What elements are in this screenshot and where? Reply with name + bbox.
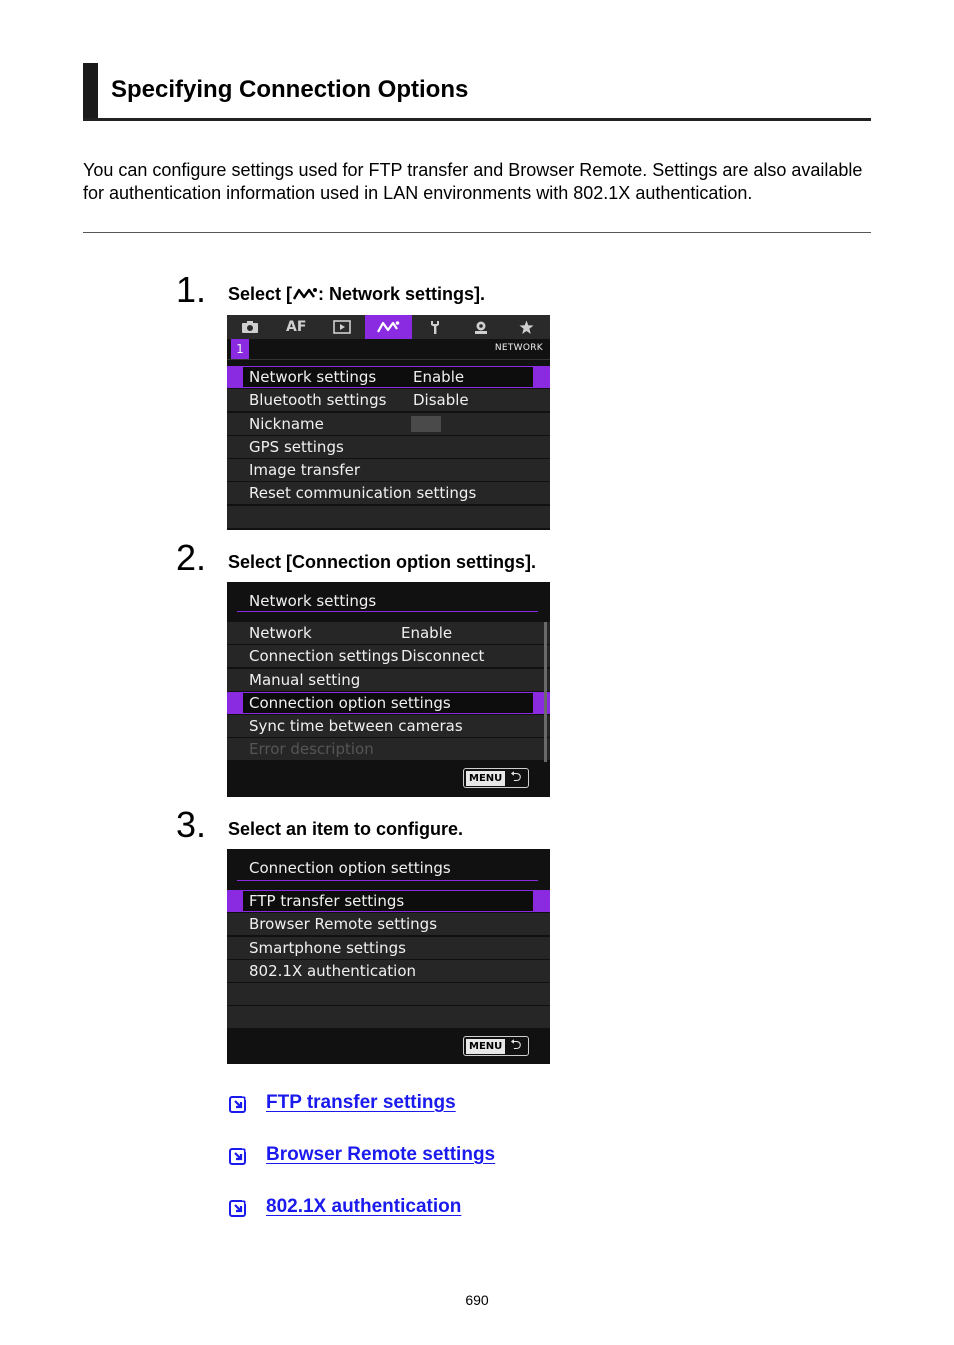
camera-screen-connection-options	[227, 849, 550, 1064]
scrollbar[interactable]	[544, 622, 547, 762]
page-indicator: 1	[231, 339, 249, 359]
link-arrow-icon	[228, 1198, 248, 1218]
menu-item-ftp-transfer-settings[interactable]	[227, 890, 550, 912]
menu-item-nickname[interactable]	[227, 413, 550, 435]
menu-item-label: Nickname	[249, 414, 324, 433]
camera-screen-network-settings	[227, 582, 550, 797]
menu-item-image-transfer[interactable]	[227, 459, 550, 481]
menu-item-value: Enable	[413, 368, 465, 386]
tab-af-label: AF	[286, 319, 307, 335]
step-number: 3.	[176, 804, 207, 845]
step-instruction: Select [Connection option settings].	[228, 552, 537, 572]
menu-item-empty	[227, 983, 550, 1005]
network-icon	[376, 320, 400, 334]
camera-icon	[241, 320, 259, 334]
menu-item-label: Smartphone settings	[249, 938, 406, 957]
nickname-value-box	[411, 416, 441, 432]
tab-playback[interactable]	[319, 315, 365, 339]
heading-bar	[83, 63, 98, 118]
menu-button-label: MENU	[466, 1039, 505, 1054]
divider	[83, 232, 871, 233]
section-heading	[83, 63, 871, 121]
menu-item-label: Bluetooth settings	[249, 391, 387, 410]
tab-af[interactable]	[273, 315, 319, 339]
menu-list	[227, 366, 550, 528]
wrench-icon	[428, 320, 442, 335]
menu-item-label: Sync time between cameras	[249, 717, 463, 736]
step-text-suffix: : Network settings].	[318, 284, 486, 304]
menu-item-label: Connection settings	[249, 647, 399, 666]
menu-title: Network settings	[249, 592, 377, 610]
camera-screen-network-menu	[227, 315, 550, 530]
menu-list	[227, 890, 550, 1028]
menu-button-label: MENU	[466, 771, 505, 786]
menu-item-bluetooth-settings[interactable]	[227, 389, 550, 411]
page-title: Specifying Connection Options	[111, 76, 469, 103]
return-icon: ⮌	[510, 769, 522, 785]
step-instruction: Select an item to configure.	[228, 819, 464, 839]
menu-item-label: Image transfer	[249, 461, 360, 480]
step-instruction	[228, 284, 485, 305]
menu-back-button[interactable]	[463, 768, 529, 788]
menu-tab-bar	[227, 315, 550, 339]
link-text[interactable]: FTP transfer settings	[266, 1092, 456, 1113]
menu-item-label: GPS settings	[249, 437, 344, 456]
return-icon: ⮌	[510, 1037, 522, 1053]
step-number: 1.	[176, 269, 207, 310]
menu-item-smartphone-settings[interactable]	[227, 937, 550, 959]
tab-network[interactable]	[365, 315, 411, 339]
menu-item-label: Browser Remote settings	[249, 915, 438, 934]
tab-custom[interactable]	[458, 315, 504, 339]
menu-item-network[interactable]	[227, 622, 550, 644]
menu-item-label: Reset communication settings	[249, 484, 477, 503]
menu-list	[227, 622, 550, 760]
menu-item-label: Error description	[249, 740, 374, 759]
menu-item-label: 802.1X authentication	[249, 961, 417, 980]
menu-page-bar	[227, 339, 550, 360]
menu-item-connection-settings[interactable]	[227, 645, 550, 667]
custom-icon	[473, 320, 489, 335]
step-number: 2.	[176, 537, 207, 578]
menu-item-empty	[227, 506, 550, 528]
playback-icon	[333, 320, 351, 334]
menu-item-label: FTP transfer settings	[249, 892, 405, 910]
menu-item-gps-settings[interactable]	[227, 436, 550, 458]
link-arrow-icon	[228, 1146, 248, 1166]
menu-item-value: Enable	[401, 624, 453, 642]
menu-title: Connection option settings	[249, 859, 451, 877]
menu-header	[227, 582, 550, 612]
tab-shooting[interactable]	[227, 315, 273, 339]
link-text[interactable]: 802.1X authentication	[266, 1196, 462, 1217]
link-text[interactable]: Browser Remote settings	[266, 1144, 496, 1165]
menu-item-value: Disconnect	[401, 647, 485, 666]
tab-setup[interactable]	[412, 315, 458, 339]
menu-item-browser-remote-settings[interactable]	[227, 913, 550, 935]
menu-item-sync-time[interactable]	[227, 715, 550, 737]
network-icon	[292, 287, 318, 301]
menu-item-label: Network settings	[249, 368, 377, 386]
link-arrow-icon	[228, 1094, 248, 1114]
menu-back-button[interactable]	[463, 1036, 529, 1056]
menu-item-empty	[227, 1006, 550, 1028]
intro-text: You can configure settings used for FTP transfer and Browser Remote. Settings are also available for authentication information used in LAN environments with 802.1X authentication.	[83, 160, 863, 203]
menu-item-label: Connection option settings	[249, 693, 451, 712]
menu-item-reset-communication-settings[interactable]	[227, 482, 550, 504]
menu-header	[227, 849, 550, 881]
menu-item-8021x-authentication[interactable]	[227, 960, 550, 982]
menu-item-manual-setting[interactable]	[227, 669, 550, 691]
menu-item-error-description	[227, 738, 550, 760]
star-icon	[519, 320, 534, 335]
page-name: NETWORK	[494, 343, 543, 353]
page-number: 690	[465, 1292, 489, 1308]
menu-item-value: Disable	[413, 391, 469, 410]
menu-item-network-settings[interactable]	[227, 366, 550, 388]
step-text-prefix: Select [	[228, 284, 293, 304]
menu-item-label: Manual setting	[249, 670, 361, 689]
tab-my-menu[interactable]	[504, 315, 550, 339]
menu-item-label: Network	[249, 624, 312, 642]
menu-item-connection-option-settings[interactable]	[227, 692, 550, 714]
